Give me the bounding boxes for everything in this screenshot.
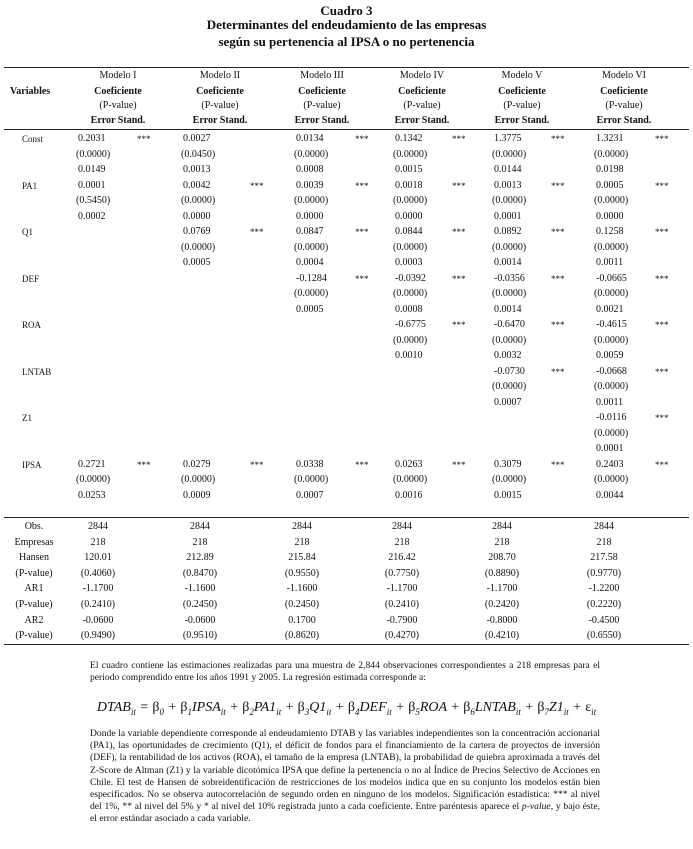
significance-stars: *** [452,459,466,470]
stderr-value: 0.0005 [183,257,211,268]
stat-value: (0.2420) [484,599,520,610]
stderr-value: 0.0015 [494,489,522,501]
stat-value: -0.7900 [386,614,418,626]
model-header: Modelo IV [399,70,445,81]
pvalue-value: (0.0000) [294,195,329,206]
pvalue-value: (0.0000) [492,334,527,346]
coeficiente-header: Coeficiente [398,86,446,97]
significance-stars: *** [355,459,369,470]
significance-stars: *** [551,180,565,191]
stat-value: (0.9510) [182,630,218,642]
stderr-value: 0.0144 [494,164,522,175]
stat-value: 208.70 [488,552,516,564]
stderr-value: 0.0008 [296,164,324,175]
coefficient-value: 0.0279 [183,458,211,470]
stat-value: (0.8620) [284,630,320,642]
pvalue-value: (0.0000) [492,148,527,160]
pvalue-value: (0.0000) [594,241,629,253]
pvalue-header: (P-value) [403,100,441,111]
stderr-value: 0.0004 [296,257,324,268]
coeficiente-header: Coeficiente [94,86,142,97]
stat-value: 2844 [88,521,108,532]
pvalue-value: (0.0000) [76,474,111,485]
header-rule [4,129,689,130]
stat-value: 218 [294,536,310,548]
stat-label: Empresas [14,536,54,548]
stat-value: (0.2410) [80,599,116,610]
significance-stars: *** [250,180,264,191]
stat-value: 212.89 [186,552,214,564]
stat-value: (0.7750) [384,567,420,579]
stderr-value: 0.0011 [596,396,624,408]
stderr-value: 0.0003 [395,257,423,268]
variable-label: Q1 [22,227,33,237]
stat-value: 216.42 [388,552,416,564]
coeficiente-header: Coeficiente [196,86,244,97]
stat-value: 218 [90,536,106,548]
stderr-value: 0.0010 [395,350,423,361]
stat-value: -0.0600 [184,614,216,626]
pvalue-value: (0.0000) [393,288,428,299]
notes-explanation: Donde la variable dependiente corresponde al endeudamiento DTAB y las variables independientes son la concentración accionarial (PA1), las oportunidades de crecimiento (Q1), el déficit de fondos para el financiamiento de la cartera de proyectos de inversión (DEF), la rentabilidad de los activos (ROA), el tamaño de la empresa (LNTAB), la probabilidad de quiebra aproximada a través del Z-Score de Altman (Z1) y la variable dicotómica IPSA que define la pertenencia o no al Índice de Precios Selectivo de Acciones en Chile. El test de Hansen de sobreidentificación de restricciones de los modelos indica que en su conjunto los modelos están bien especificados. No se observa autocorrelación de segundo orden en ninguno de los modelos. Significación estadística: *** al nivel del 1%, ** al nivel del 5% y * al nivel del 10% registrada junto a cada coeficiente. Entre paréntesis aparece el p-value, y bajo éste, el error estándar asociado a cada variable. [90,728,600,825]
coefficient-value: 0.0338 [296,458,324,470]
coefficient-value: 0.0847 [296,226,324,237]
coefficient-value: 0.0844 [395,226,423,237]
variable-label: ROA [22,320,42,330]
coefficient-value: -0.6775 [395,319,426,330]
stderr-value: 0.0059 [596,350,624,361]
coeficiente-header: Coeficiente [498,86,546,97]
pvalue-value: (0.0000) [393,241,428,253]
significance-stars: *** [452,227,466,237]
stderr-value: 0.0253 [78,489,106,501]
stat-label: (P-value) [15,599,53,610]
pvalue-value: (0.0000) [294,241,329,253]
table-title: Determinantes del endeudamiento de las empresas [206,17,487,32]
stderr-value: 0.0011 [596,257,624,268]
stat-value: -1.1600 [286,583,318,595]
stderr-value: 0.0008 [395,303,423,315]
coefficient-value: 0.2721 [78,458,106,470]
stat-value: 217.58 [590,552,618,564]
stderr-value: 0.0001 [494,210,522,222]
stat-value: 218 [192,536,208,548]
stderr-value: 0.0000 [596,210,624,222]
variable-label: LNTAB [22,366,52,377]
stat-value: (0.6550) [586,630,622,642]
stat-value: (0.8470) [182,567,218,579]
significance-stars: *** [551,134,565,144]
coefficient-value: 0.1342 [395,133,423,144]
stats-rule [4,517,689,518]
coeficiente-header: Coeficiente [600,86,648,97]
stat-label: AR1 [24,583,44,595]
coefficient-value: 0.3079 [494,458,522,470]
pvalue-value: (0.0000) [594,195,629,206]
stderr-value: 0.0002 [78,210,106,222]
pvalue-value: (0.0000) [594,381,629,392]
error-header: Error Stand. [192,115,248,126]
pvalue-header: (P-value) [303,100,341,111]
stat-value: 2844 [492,521,512,532]
coefficient-value: 1.3775 [494,133,522,144]
top-rule [4,67,689,68]
significance-stars: *** [452,180,466,191]
significance-stars: *** [551,273,565,284]
significance-stars: *** [452,134,466,144]
table-subtitle: según su pertenencia al IPSA o no pertenencia [218,34,475,49]
coefficient-value: 0.1258 [596,226,624,237]
stderr-value: 0.0044 [596,489,624,501]
stat-value: 2844 [594,521,614,532]
variable-label: DEF [22,273,40,284]
stat-value: (0.2450) [284,599,320,610]
stderr-value: 0.0032 [494,350,522,361]
stderr-value: 0.0198 [596,164,624,175]
stat-value: 2844 [190,521,210,532]
coefficient-value: 0.0042 [183,179,211,191]
stat-value: (0.4270) [384,630,420,642]
stat-value: 120.01 [84,552,112,564]
pvalue-header: (P-value) [201,100,239,111]
significance-stars: *** [452,320,466,330]
stat-value: -1.1700 [486,583,518,595]
stat-value: -0.8000 [486,614,518,626]
coefficient-value: 0.0005 [596,179,624,191]
significance-stars: *** [250,459,264,470]
pvalue-header: (P-value) [99,100,137,111]
stderr-value: 0.0000 [395,210,423,222]
stat-value: -1.1700 [82,583,114,595]
significance-stars: *** [137,134,151,144]
significance-stars: *** [551,320,565,330]
coefficient-value: -0.0668 [596,365,627,377]
stderr-value: 0.0021 [596,303,624,315]
significance-stars: *** [355,134,369,144]
coefficient-value: 0.0039 [296,179,324,191]
model-header: Modelo II [199,70,241,81]
coefficient-value: 0.0892 [494,226,522,237]
stat-value: (0.4060) [80,567,116,579]
stat-label: Hansen [19,552,49,564]
coefficient-value: -0.1284 [296,272,327,284]
stderr-value: 0.0014 [494,257,522,268]
stderr-value: 0.0007 [296,489,324,501]
stat-value: (0.2220) [586,599,622,610]
error-header: Error Stand. [90,115,146,126]
significance-stars: *** [551,227,565,237]
stderr-value: 0.0007 [494,396,522,408]
stat-value: -1.1700 [386,583,418,595]
pvalue-value: (0.0000) [594,474,629,485]
pvalue-value: (0.0000) [594,427,629,439]
pvalue-value: (0.0450) [181,148,216,160]
notes-intro: El cuadro contiene las estimaciones realizadas para una muestra de 2,844 observaciones correspondientes a 218 empresas para el periodo comprendido entre los años 1991 y 2005. La regresión estimada corresponde a: [90,660,600,684]
stat-value: 2844 [392,521,412,532]
coefficient-value: -0.6470 [494,319,525,330]
stat-value: -0.4500 [588,614,620,626]
variables-header: Variables [10,86,51,97]
stat-value: (0.2450) [182,599,218,610]
pvalue-value: (0.0000) [594,334,629,346]
stat-value: (0.2410) [384,599,420,610]
pvalue-value: (0.0000) [181,474,216,485]
stat-value: (0.8890) [484,567,520,579]
stat-label: Obs. [24,521,44,532]
coefficient-value: 0.0263 [395,458,423,470]
significance-stars: *** [655,180,669,191]
stat-value: 2844 [292,521,312,532]
variable-label: IPSA [22,459,42,470]
significance-stars: *** [655,273,669,284]
significance-stars: *** [655,413,669,423]
coefficient-value: 0.2031 [78,133,106,144]
pvalue-header: (P-value) [605,100,643,111]
coefficient-value: -0.0116 [596,412,627,423]
coeficiente-header: Coeficiente [298,86,346,97]
pvalue-value: (0.0000) [492,474,527,485]
bottom-rule [4,644,689,645]
pvalue-value: (0.5450) [76,195,111,206]
pvalue-value: (0.0000) [492,381,527,392]
coefficient-value: -0.4615 [596,319,627,330]
stat-value: 218 [394,536,410,548]
stderr-value: 0.0009 [183,489,211,501]
significance-stars: *** [655,366,669,377]
regression-equation: $DTAB_{it} = \beta_0$ + $\beta_1IPSA_{it} + \beta_2PA1_{it} + \beta_3Q1_{it} + \beta_4DEF_{it} + \beta_5ROA$ + $\beta_6LNTAB_{it} + \beta_7Z1_{it} + \varepsilon_{it}$ [96,700,597,717]
variable-label: Const [22,134,44,144]
stat-value: (0.9550) [284,567,320,579]
error-header: Error Stand. [596,115,652,126]
coefficient-value: -0.0356 [494,272,525,284]
pvalue-value: (0.0000) [76,148,111,160]
variable-label: Z1 [22,413,32,423]
pvalue-value: (0.0000) [294,288,329,299]
error-header: Error Stand. [494,115,550,126]
stderr-value: 0.0015 [395,164,423,175]
pvalue-header: (P-value) [503,100,541,111]
stat-value: 218 [494,536,510,548]
pvalue-value: (0.0000) [492,288,527,299]
model-header: Modelo VI [602,70,646,81]
stderr-value: 0.0014 [494,303,522,315]
stderr-value: 0.0016 [395,489,423,501]
pvalue-value: (0.0000) [294,474,329,485]
stderr-value: 0.0013 [183,164,211,175]
significance-stars: *** [355,227,369,237]
stat-value: -0.0600 [82,614,114,626]
significance-stars: *** [551,459,565,470]
significance-stars: *** [655,134,669,144]
pvalue-value: (0.0000) [294,148,329,160]
pvalue-value: (0.0000) [393,148,428,160]
stat-value: 218 [596,536,612,548]
stat-value: 215.84 [288,552,316,564]
significance-stars: *** [551,366,565,377]
significance-stars: *** [355,180,369,191]
significance-stars: *** [655,459,669,470]
coefficient-value: 0.0001 [78,179,106,191]
significance-stars: *** [250,227,264,237]
table-caption-number: Cuadro 3 [320,3,373,18]
stat-value: -1.1600 [184,583,216,595]
coefficient-value: -0.0665 [596,272,627,284]
pvalue-value: (0.0000) [594,148,629,160]
coefficient-value: 0.0134 [296,133,324,144]
stat-label: AR2 [24,614,44,626]
coefficient-value: -0.0392 [395,272,426,284]
coefficient-value: 1.3231 [596,133,624,144]
significance-stars: *** [452,273,466,284]
variable-label: PA1 [22,180,38,191]
pvalue-value: (0.0000) [492,241,527,253]
stat-label: (P-value) [15,567,53,579]
stat-value: (0.9770) [586,567,622,579]
pvalue-value: (0.0000) [181,241,216,253]
pvalue-value: (0.0000) [594,288,629,299]
error-header: Error Stand. [394,115,450,126]
coefficient-value: 0.0027 [183,133,211,144]
stat-label: (P-value) [15,630,53,642]
stderr-value: 0.0005 [296,303,324,315]
model-header: Modelo I [99,70,137,81]
coefficient-value: -0.0730 [494,365,525,377]
significance-stars: *** [655,227,669,237]
model-header: Modelo III [300,70,344,81]
pvalue-value: (0.0000) [393,474,428,485]
pvalue-value: (0.0000) [393,195,428,206]
coefficient-value: 0.0018 [395,179,423,191]
stat-value: (0.4210) [484,630,520,642]
stderr-value: 0.0000 [183,210,211,222]
pvalue-value: (0.0000) [393,334,428,346]
error-header: Error Stand. [294,115,350,126]
stat-value: (0.9490) [80,630,116,642]
stderr-value: 0.0001 [596,443,624,454]
model-header: Modelo V [501,70,543,81]
significance-stars: *** [137,459,151,470]
stat-value: 0.1700 [288,614,316,626]
pvalue-value: (0.0000) [492,195,527,206]
pvalue-value: (0.0000) [181,195,216,206]
significance-stars: *** [655,320,669,330]
significance-stars: *** [355,273,369,284]
stderr-value: 0.0000 [296,210,324,222]
coefficient-value: 0.0013 [494,179,522,191]
stderr-value: 0.0149 [78,164,106,175]
stat-value: -1.2200 [588,583,620,595]
coefficient-value: 0.2403 [596,458,624,470]
coefficient-value: 0.0769 [183,226,211,237]
